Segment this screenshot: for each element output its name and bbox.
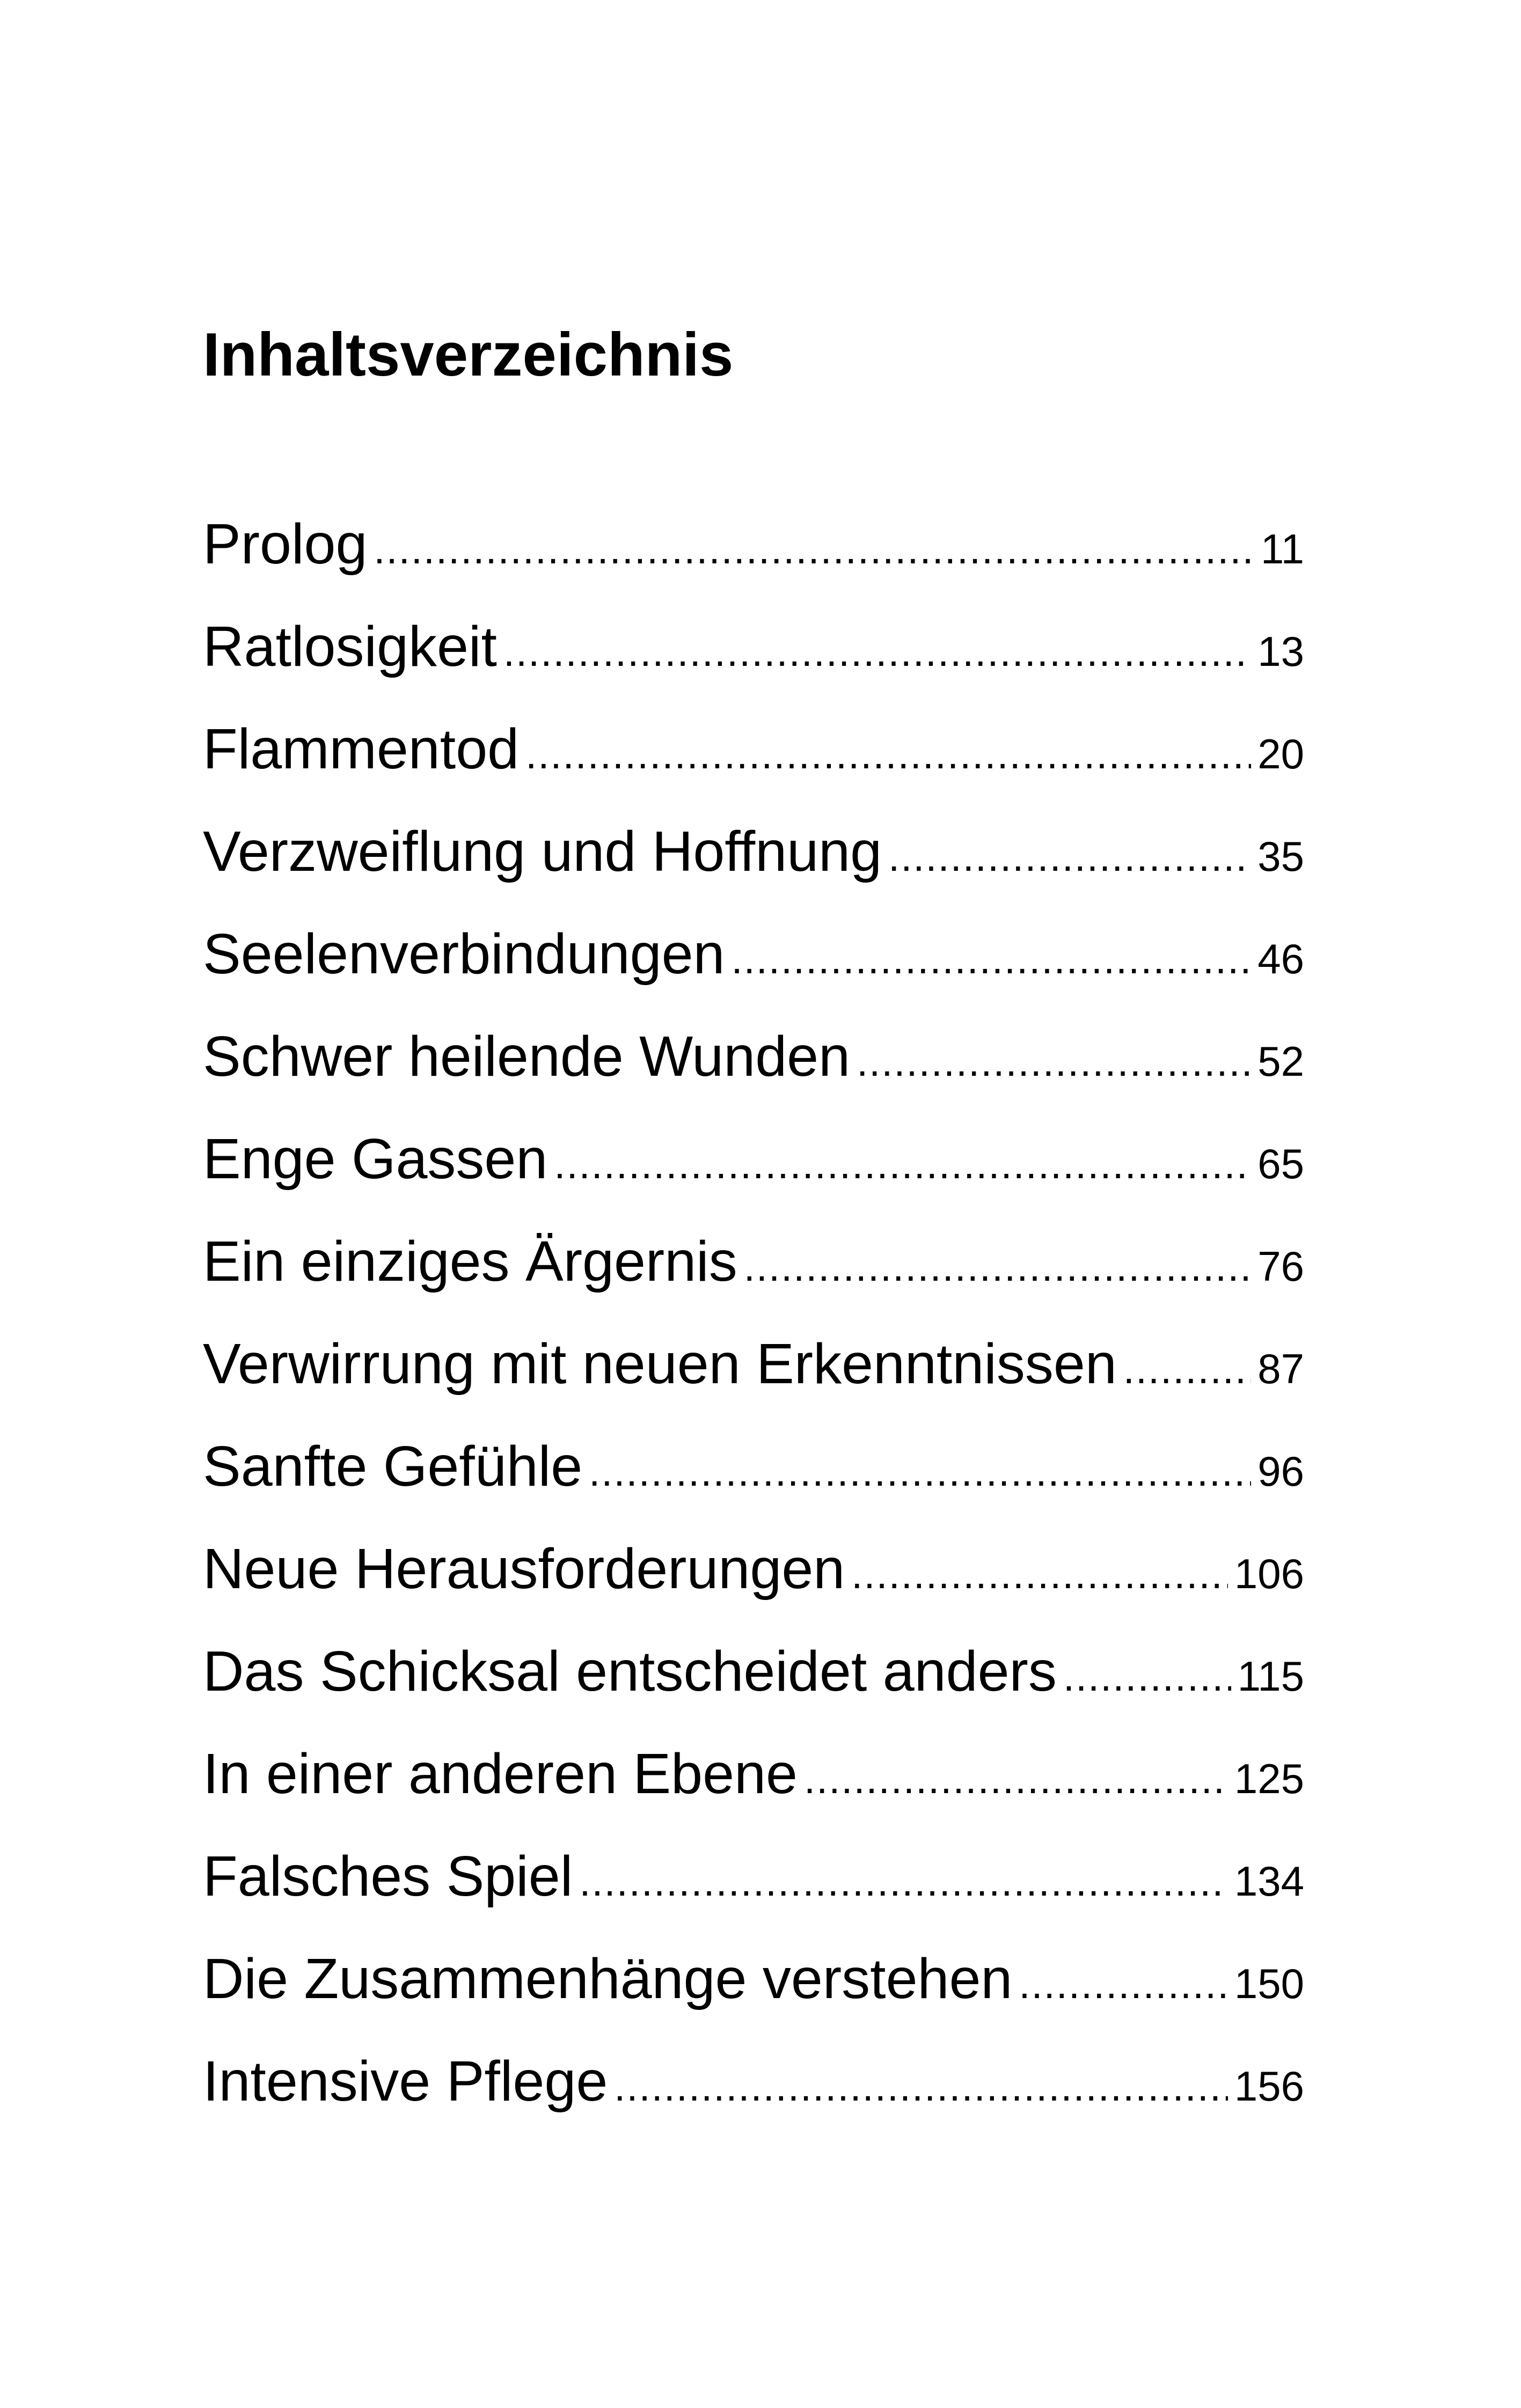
toc-entry-die-zusammenhaenge-verstehen: [203, 1941, 1304, 2044]
toc-entry-title: Die Zusammenhänge verstehen: [203, 1947, 1013, 2010]
toc-entry-page-number: 52: [1257, 1038, 1304, 1085]
toc-entry-page-number: 65: [1257, 1140, 1304, 1187]
toc-entry-title: Intensive Pflege: [203, 2050, 608, 2113]
toc-entry-title: Ein einziges Ärgernis: [203, 1230, 737, 1293]
toc-entry-title: Falsches Spiel: [203, 1845, 573, 1908]
toc-entry-verwirrung-mit-neuen-erkenntnissen: [203, 1326, 1304, 1429]
toc-entry-title: Seelenverbindungen: [203, 922, 725, 986]
toc-entry-ratlosigkeit: [203, 609, 1304, 711]
dot-leader: [579, 1845, 1228, 1920]
toc-entry-verzweiflung-und-hoffnung: [203, 814, 1304, 916]
toc-entry-title: Neue Herausforderungen: [203, 1537, 845, 1601]
toc-entry-page-number: 125: [1234, 1755, 1304, 1802]
dot-leader: [1123, 1332, 1251, 1407]
dot-leader: [1063, 1640, 1231, 1715]
toc-entry-page-number: 76: [1257, 1243, 1304, 1290]
dot-leader: [525, 717, 1251, 792]
toc-entry-flammentod: [203, 711, 1304, 814]
toc-entry-title: Flammentod: [203, 717, 520, 781]
dot-leader: [857, 1025, 1251, 1100]
toc-entry-title: Verzweiflung und Hoffnung: [203, 820, 882, 883]
dot-leader: [503, 615, 1251, 690]
toc-list: [203, 506, 1304, 2146]
dot-leader: [374, 512, 1254, 588]
toc-entry-title: Das Schicksal entscheidet anders: [203, 1640, 1057, 1703]
page-title: Inhaltsverzeichnis: [203, 321, 734, 389]
toc-entry-page-number: 150: [1234, 1960, 1304, 2007]
toc-entry-page-number: 134: [1234, 1858, 1304, 1905]
toc-entry-page-number: 13: [1257, 628, 1304, 675]
toc-entry-prolog: [203, 506, 1304, 609]
toc-entry-title: Schwer heilende Wunden: [203, 1025, 851, 1088]
toc-entry-title: Verwirrung mit neuen Erkenntnissen: [203, 1332, 1117, 1396]
toc-entry-sanfte-gefuehle: [203, 1429, 1304, 1531]
dot-leader: [851, 1537, 1228, 1612]
dot-leader: [744, 1230, 1252, 1305]
toc-entry-title: Ratlosigkeit: [203, 615, 497, 678]
toc-entry-page-number: 156: [1234, 2062, 1304, 2110]
toc-entry-page-number: 35: [1257, 833, 1304, 880]
toc-entry-schwer-heilende-wunden: [203, 1019, 1304, 1121]
dot-leader: [589, 1435, 1251, 1510]
toc-entry-seelenverbindungen: [203, 916, 1304, 1019]
dot-leader: [554, 1127, 1251, 1202]
toc-entry-falsches-spiel: [203, 1839, 1304, 1941]
toc-entry-page-number: 115: [1237, 1653, 1304, 1700]
toc-entry-ein-einziges-aergernis: [203, 1224, 1304, 1326]
toc-entry-das-schicksal-entscheidet-anders: [203, 1634, 1304, 1736]
toc-entry-title: Enge Gassen: [203, 1127, 548, 1191]
toc-entry-enge-gassen: [203, 1121, 1304, 1224]
toc-entry-intensive-pflege: [203, 2044, 1304, 2146]
toc-entry-page-number: 46: [1257, 935, 1304, 982]
dot-leader: [804, 1742, 1228, 1817]
toc-entry-title: Prolog: [203, 512, 368, 576]
toc-entry-title: In einer anderen Ebene: [203, 1742, 798, 1805]
toc-entry-neue-herausforderungen: [203, 1531, 1304, 1634]
toc-entry-page-number: 20: [1257, 730, 1304, 777]
toc-entry-page-number: 11: [1261, 525, 1304, 572]
toc-entry-page-number: 87: [1257, 1345, 1304, 1392]
toc-entry-in-einer-anderen-ebene: [203, 1736, 1304, 1839]
dot-leader: [731, 922, 1251, 997]
toc-entry-page-number: 106: [1234, 1550, 1304, 1597]
dot-leader: [1019, 1947, 1227, 2022]
toc-entry-page-number: 96: [1257, 1448, 1304, 1495]
dot-leader: [888, 820, 1251, 895]
dot-leader: [614, 2050, 1228, 2125]
toc-entry-title: Sanfte Gefühle: [203, 1435, 583, 1498]
